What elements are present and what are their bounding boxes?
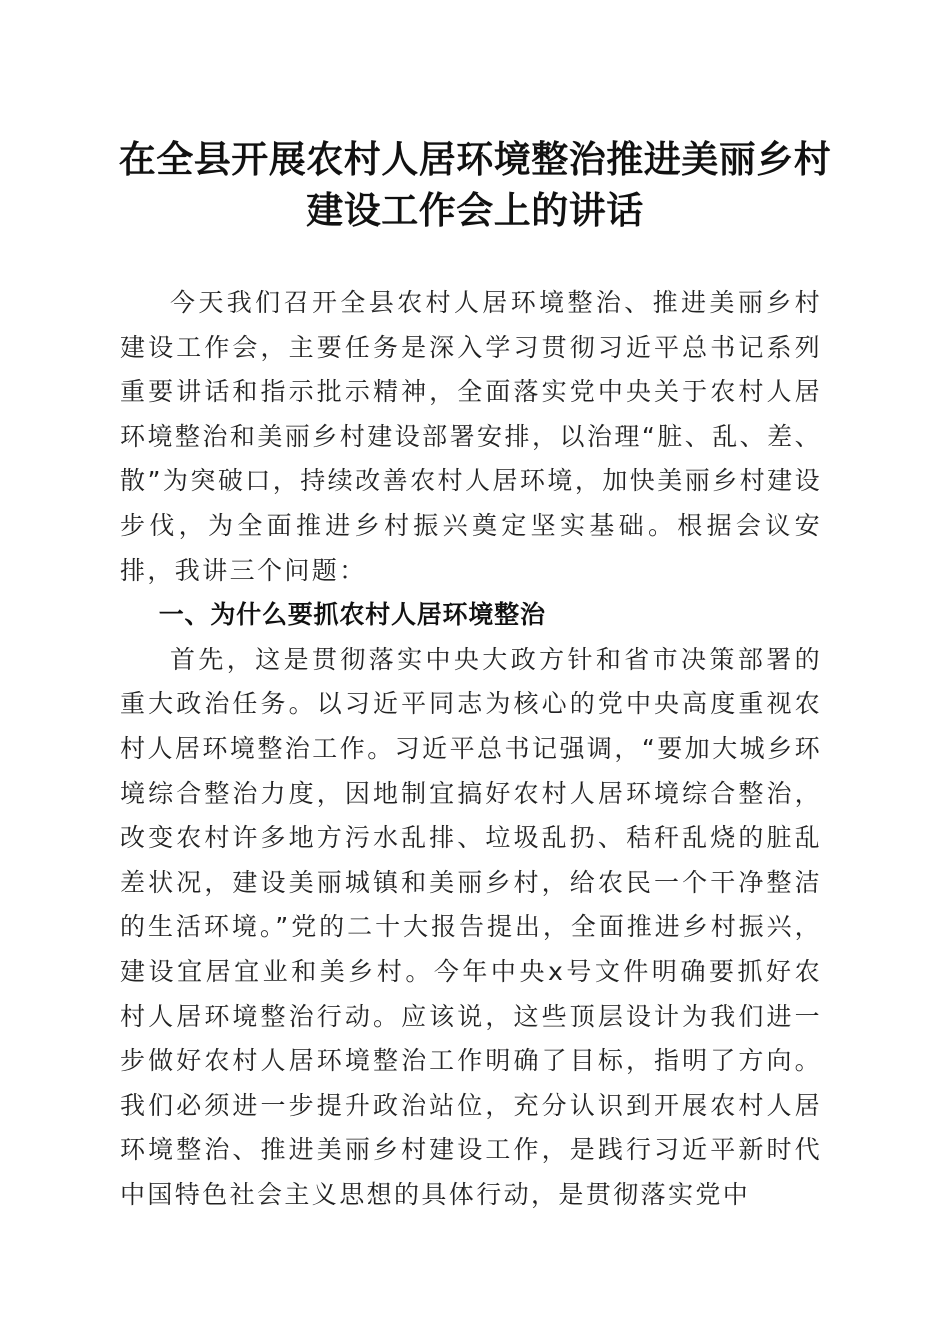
body-paragraph: 首先，这是贯彻落实中央大政方针和省市决策部署的重大政治任务。以习近平同志为核心的党中央高度重视农村人居环境整治工作。习近平总书记强调，“要加大城乡环境综合整治力度，因地制宜搞好农村人居环境综合整治，改变农村许多地方污水乱排、垃圾乱扔、秸秆乱烧的脏乱差状况，建设美丽城镇和美丽乡村，给农民一个干净整洁的生活环境。”党的二十大报告提出，全面推进乡村振兴，建设宜居宜业和美乡村。今年中央x号文件明确要抓好农村人居环境整治行动。应该说，这些顶层设计为我们进一步做好农村人居环境整治工作明确了目标，指明了方向。我们必须进一步提升政治站位，充分认识到开展农村人居环境整治、推进美丽乡村建设工作，是践行习近平新时代中国特色社会主义思想的具体行动，是贯彻落实党中 bbox=[120, 644, 822, 1209]
intro-paragraph: 今天我们召开全县农村人居环境整治、推进美丽乡村建设工作会，主要任务是深入学习贯彻习近平总书记系列重要讲话和指示批示精神，全面落实党中央关于农村人居环境整治和美丽乡村建设部署安排，以治理“脏、乱、差、散”为突破口，持续改善农村人居环境，加快美丽乡村建设步伐，为全面推进乡村振兴奠定坚实基础。根据会议安排，我讲三个问题： bbox=[120, 288, 822, 585]
document-title: 在全县开展农村人居环境整治推进美丽乡村建设工作会上的讲话 bbox=[118, 137, 832, 232]
section-heading: 一、为什么要抓农村人居环境整治 bbox=[158, 600, 546, 630]
document-body bbox=[120, 281, 822, 1217]
